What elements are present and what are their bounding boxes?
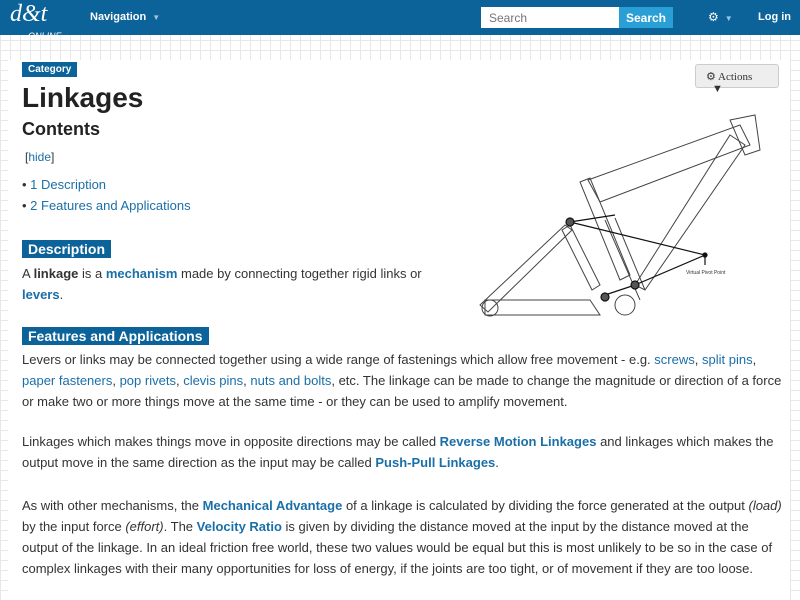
description-paragraph: A linkage is a mechanism made by connecting together rigid links or levers. bbox=[22, 266, 422, 302]
nuts-and-bolts-link[interactable]: nuts and bolts bbox=[250, 373, 332, 388]
toc-link-features[interactable]: 2 Features and Applications bbox=[30, 198, 191, 213]
login-link[interactable]: Log in bbox=[758, 11, 791, 23]
search-input[interactable] bbox=[481, 7, 619, 28]
features-heading: Features and Applications bbox=[22, 327, 209, 345]
features-paragraph-1: Levers or links may be connected together using a wide range of fastenings which allow free movement - e.g. screws, split pins, paper fasteners, pop rivets, clevis pins, nuts and bolts, etc. The linkage can be made to change the magnitude or direction of a force or make two or more things move at the same time - or they can be used to amplify movement. bbox=[22, 352, 782, 409]
split-pins-link[interactable]: split pins bbox=[701, 352, 753, 367]
table-of-contents bbox=[22, 174, 191, 216]
hide-link[interactable]: hide bbox=[28, 150, 52, 164]
top-navbar bbox=[0, 0, 800, 41]
caret-down-icon: ▼ bbox=[724, 14, 733, 23]
gears-icon: ⚙ bbox=[708, 10, 719, 24]
screws-link[interactable]: screws bbox=[654, 352, 695, 367]
category-badge[interactable]: Category bbox=[22, 62, 77, 77]
caret-down-icon: ▼ bbox=[152, 13, 161, 22]
mechanical-advantage-link[interactable]: Mechanical Advantage bbox=[202, 498, 343, 513]
mechanism-link[interactable]: mechanism bbox=[105, 266, 178, 281]
navigation-label: Navigation bbox=[90, 11, 147, 23]
pop-rivets-link[interactable]: pop rivets bbox=[119, 373, 176, 388]
paper-fasteners-link[interactable]: paper fasteners bbox=[22, 373, 113, 388]
caret-down-icon: ▼ bbox=[712, 83, 723, 95]
toc-item bbox=[22, 174, 191, 195]
velocity-ratio-link[interactable]: Velocity Ratio bbox=[196, 519, 282, 534]
site-logo[interactable] bbox=[10, 1, 62, 41]
toc-link-description[interactable]: 1 Description bbox=[30, 177, 107, 192]
actions-button[interactable] bbox=[695, 64, 779, 95]
contents-heading: Contents bbox=[22, 119, 100, 139]
push-pull-link[interactable]: Push-Pull Linkages bbox=[375, 455, 496, 470]
bike-frame-linkage-diagram bbox=[440, 100, 790, 330]
reverse-motion-link[interactable]: Reverse Motion Linkages bbox=[439, 434, 597, 449]
features-paragraph-2: Linkages which makes things move in opposite directions may be called Reverse Motion Linkages and linkages which makes the output move in the same direction as the input may be called Push-Pull Linkages. bbox=[22, 434, 774, 470]
search-button[interactable]: Search bbox=[619, 7, 673, 28]
actions-label: Actions bbox=[718, 71, 753, 83]
toc-toggle: [hide] bbox=[25, 150, 55, 164]
logo-subtext: ONLINE bbox=[28, 31, 62, 41]
clevis-pins-link[interactable]: clevis pins bbox=[183, 373, 244, 388]
description-heading: Description bbox=[22, 240, 111, 258]
levers-link[interactable]: levers bbox=[22, 287, 60, 302]
gear-icon: ⚙ bbox=[706, 71, 716, 83]
features-paragraph-3: As with other mechanisms, the Mechanical Advantage of a linkage is calculated by dividing the force generated at the output (load) by the input force (effort). The Velocity Ratio is given by dividing the distance moved at the input by the distance moved at the output of the linkage. In an ideal friction free world, these two values would be equal but this is most unlikely to be so in the case of complex linkages with their many opportunities for loss of energy, if the joints are too tight, or of movement if they are too loose. bbox=[22, 498, 782, 576]
toc-item bbox=[22, 195, 191, 216]
virtual-pivot-label: Virtual Pivot Point bbox=[686, 270, 726, 276]
settings-menu[interactable] bbox=[708, 10, 733, 24]
page-title: Linkages bbox=[22, 82, 144, 113]
logo-text: d&t bbox=[10, 1, 48, 27]
navigation-menu[interactable] bbox=[90, 11, 160, 23]
